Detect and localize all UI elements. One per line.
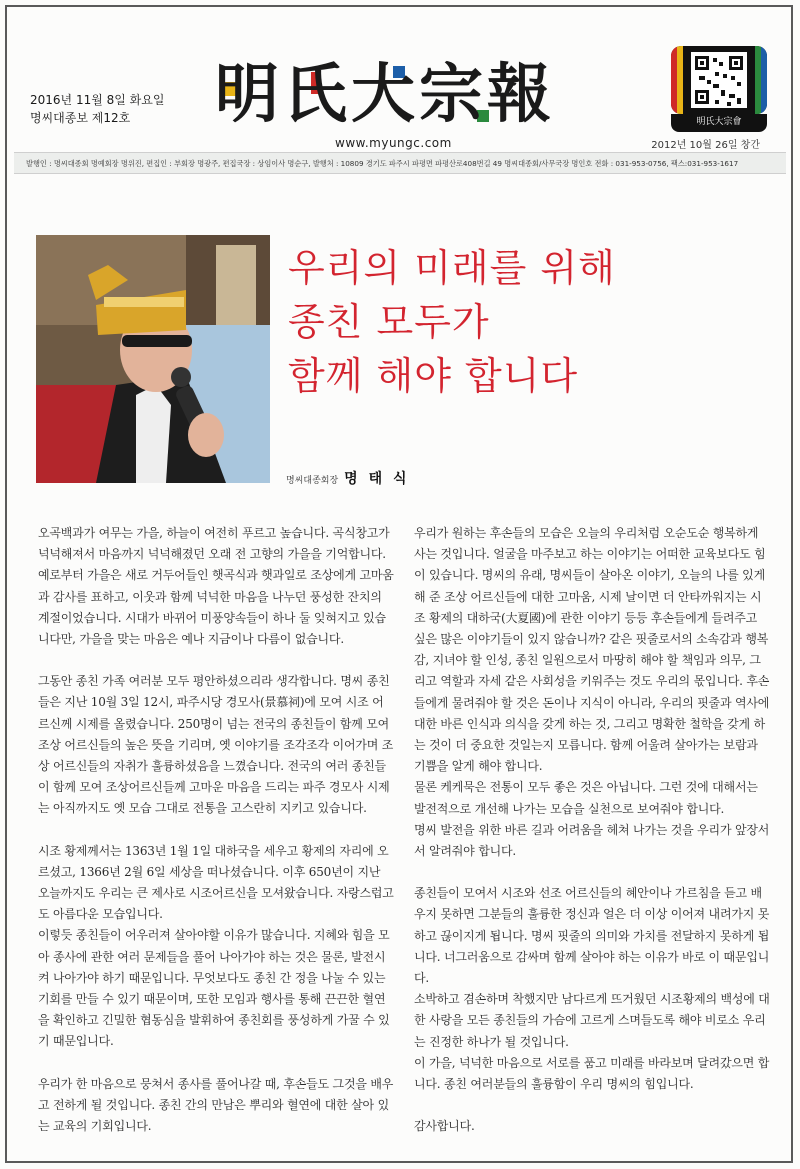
qr-caption: 明氏大宗會 (671, 114, 767, 132)
paragraph: 물론 케케묵은 전통이 모두 좋은 것은 아닙니다. 그런 것에 대해서는 발전적으로 개선해 나가는 모습을 실천으로 보여줘야 합니다. (414, 780, 758, 816)
paragraph: 소박하고 겸손하며 착했지만 남다르게 뜨거웠던 시조황제의 백성에 대한 사랑을 모든 종친들의 가슴에 고르게 스며들도록 해야 비로소 우리는 진정한 하나가 될 것입니다. (414, 992, 770, 1049)
article-byline (286, 468, 410, 488)
paragraph: 종친들이 모여서 시조와 선조 어르신들의 혜안이나 가르침을 듣고 배우지 못하면 그분들의 훌륭한 정신과 얼은 더 이상 이어져 내려가지 못하고 끊이지게 됩니다. 명씨 핏줄의 의미와 가치를 전달하지 못하게 됩니다. 너그러움으로 감싸며 함께 살아야 하는 이유가 바로 이 때문입니다. (414, 886, 770, 986)
masthead-logo-graphic (215, 52, 595, 132)
paragraph: 감사합니다. (414, 1119, 475, 1134)
founded-date: 2012년 10월 26일 창간 (651, 140, 760, 151)
headline-line-1: 우리의 미래를 위해 (288, 246, 616, 290)
website-url[interactable]: www.myungc.com (335, 136, 452, 150)
paragraph: 시조 황제께서는 1363년 1월 1일 대하국을 세우고 황제의 자리에 오르셨고, 1366년 2월 6일 세상을 떠나셨습니다. 이후 650년이 지난 오늘까지도 우리는 큰 제사로 시조어르신을 모셔왔습니다. 자랑스럽고도 아름다운 모습입니다. (38, 843, 394, 922)
paragraph: 그동안 종친 가족 여러분 모두 평안하셨으리라 생각합니다. 명씨 종친들은 지난 10월 3일 12시, 파주시당 경모사(景慕祠)에 모여 시조 어르신께 시제를 올렸습니다. 250명이 넘는 전국의 종친들이 함께 모여 조상 어르신들의 높은 뜻을 기리며, 옛 이야기를 조각조각 이어가며 조상 어르신들의 자취가 훌륭하셨음을 느꼈습니다. 전국의 여러 종친들이 함께 모여 조상어르신들께 고마운 마음을 드리는 파주 경모사 시제는 아직까지도 옛 모습 그대로 전통을 고스란히 지키고 있습니다. (38, 674, 394, 816)
paragraph: 이렇듯 종친들이 어우러져 살아야할 이유가 많습니다. 지혜와 힘을 모아 종사에 관한 여러 문제들을 풀어 나아가야 하는 것은 물론, 발전시켜 나아가야 하기 때문입니다. 무엇보다도 종친 간 정을 나눌 수 있는 기회를 만들 수 있기 때문이며, 또한 모임과 행사를 통해 끈끈한 혈연을 확인하고 긴밀한 협동심을 발휘하여 종친회를 풍성하게 가꿀 수 있기 때문입니다. (38, 928, 390, 1049)
paragraph: 명씨 발전을 위한 바른 길과 어려움을 헤쳐 나가는 것을 우리가 앞장서서 알려줘야 합니다. (414, 822, 770, 859)
publisher-info-bar: 발행인 : 명씨대종회 명예회장 명위진, 편집인 : 부회장 명광주, 편집국장 : 상임이사 명순구, 발행처 : 10809 경기도 파주시 파평면 파평산로408번길 49 명씨대종회/사무국장 명인호 전화 : 031-953-0756, 팩스:031-953-1617 (14, 152, 786, 174)
article-headline (288, 241, 748, 403)
byline-name: 명 태 식 (344, 471, 410, 487)
chairman-photo-graphic (36, 235, 270, 483)
paragraph: 오곡백과가 여무는 가을, 하늘이 여전히 푸르고 높습니다. 곡식창고가 넉넉해져서 마음까지 넉넉해졌던 오래 전 고향의 가을을 기억합니다. 예로부터 가을은 새로 거두어들인 햇곡식과 햇과일로 조상에게 고마움과 감사를 표하고, 이웃과 함께 넉넉한 마음을 나누던 풍성한 잔치의 계절이었습니다. 시대가 바뀌어 미풍양속들이 하나 둘 잊혀지고 있습니다만, 가을을 맞는 마음은 예나 지금이나 다름이 없습니다. (38, 526, 394, 647)
byline-title: 명씨대종회장 (286, 476, 339, 486)
article-column-right (414, 523, 772, 1137)
paragraph: 우리가 한 마음으로 뭉쳐서 종사를 풀어나갈 때, 후손들도 그것을 배우고 전하게 될 것입니다. 종친 간의 만남은 뿌리와 혈연에 대한 살아 있는 교육의 기회입니다. (38, 1076, 394, 1134)
issue-date: 2016년 11월 8일 화요일 (30, 93, 165, 107)
paragraph: 우리가 원하는 후손들의 모습은 오늘의 우리처럼 오순도순 행복하게 사는 것입니다. 얼굴을 마주보고 하는 이야기는 어떠한 교육보다도 힘이 있습니다. 명씨의 유래, 명씨들이 살아온 이야기, 오늘의 나를 있게 해 준 조상 어르신들에 대한 고마움, 시제 날이면 더 안타까워지는 시조 황제의 대하국(大夏國)에 관한 이야기 등등 후손들에게 들려주고 싶은 많은 이야기들이 있지 않습니까? 같은 핏줄로서의 소속감과 행복감, 지녀야 할 인성, 종친 일원으로서 마땅히 해야 할 책임과 의무, 그리고 역할과 자세 같은 사회성을 키워주는 것도 우리의 몫입니다. 후손들에게 물려줘야 할 것은 돈이나 지식이 아니라, 우리의 핏줄과 역사에 대한 바른 인식과 의식을 갖게 하는 것, 그리고 명확한 철학을 갖게 하는 것이 더 중요한 것일는지 모릅니다. 함께 어울려 살아가는 보람과 기쁨을 알게 해야 합니다. (414, 526, 770, 774)
masthead-logo (215, 52, 595, 132)
chairman-photo (36, 235, 270, 483)
issue-date-block (30, 91, 164, 127)
article-column-left (38, 523, 394, 1137)
headline-line-2: 종친 모두가 (288, 300, 490, 344)
paragraph: 이 가을, 넉넉한 마음으로 서로를 품고 미래를 바라보며 달려갔으면 합니다. 종친 여러분들의 훌륭함이 우리 명씨의 힘입니다. (414, 1055, 770, 1092)
headline-line-3: 함께 해야 합니다 (288, 354, 579, 398)
masthead-title: 明氏大宗報 (215, 57, 555, 132)
qr-code[interactable] (671, 46, 767, 114)
issue-number: 명씨대종보 제12호 (30, 111, 131, 125)
qr-code-graphic (671, 46, 767, 114)
